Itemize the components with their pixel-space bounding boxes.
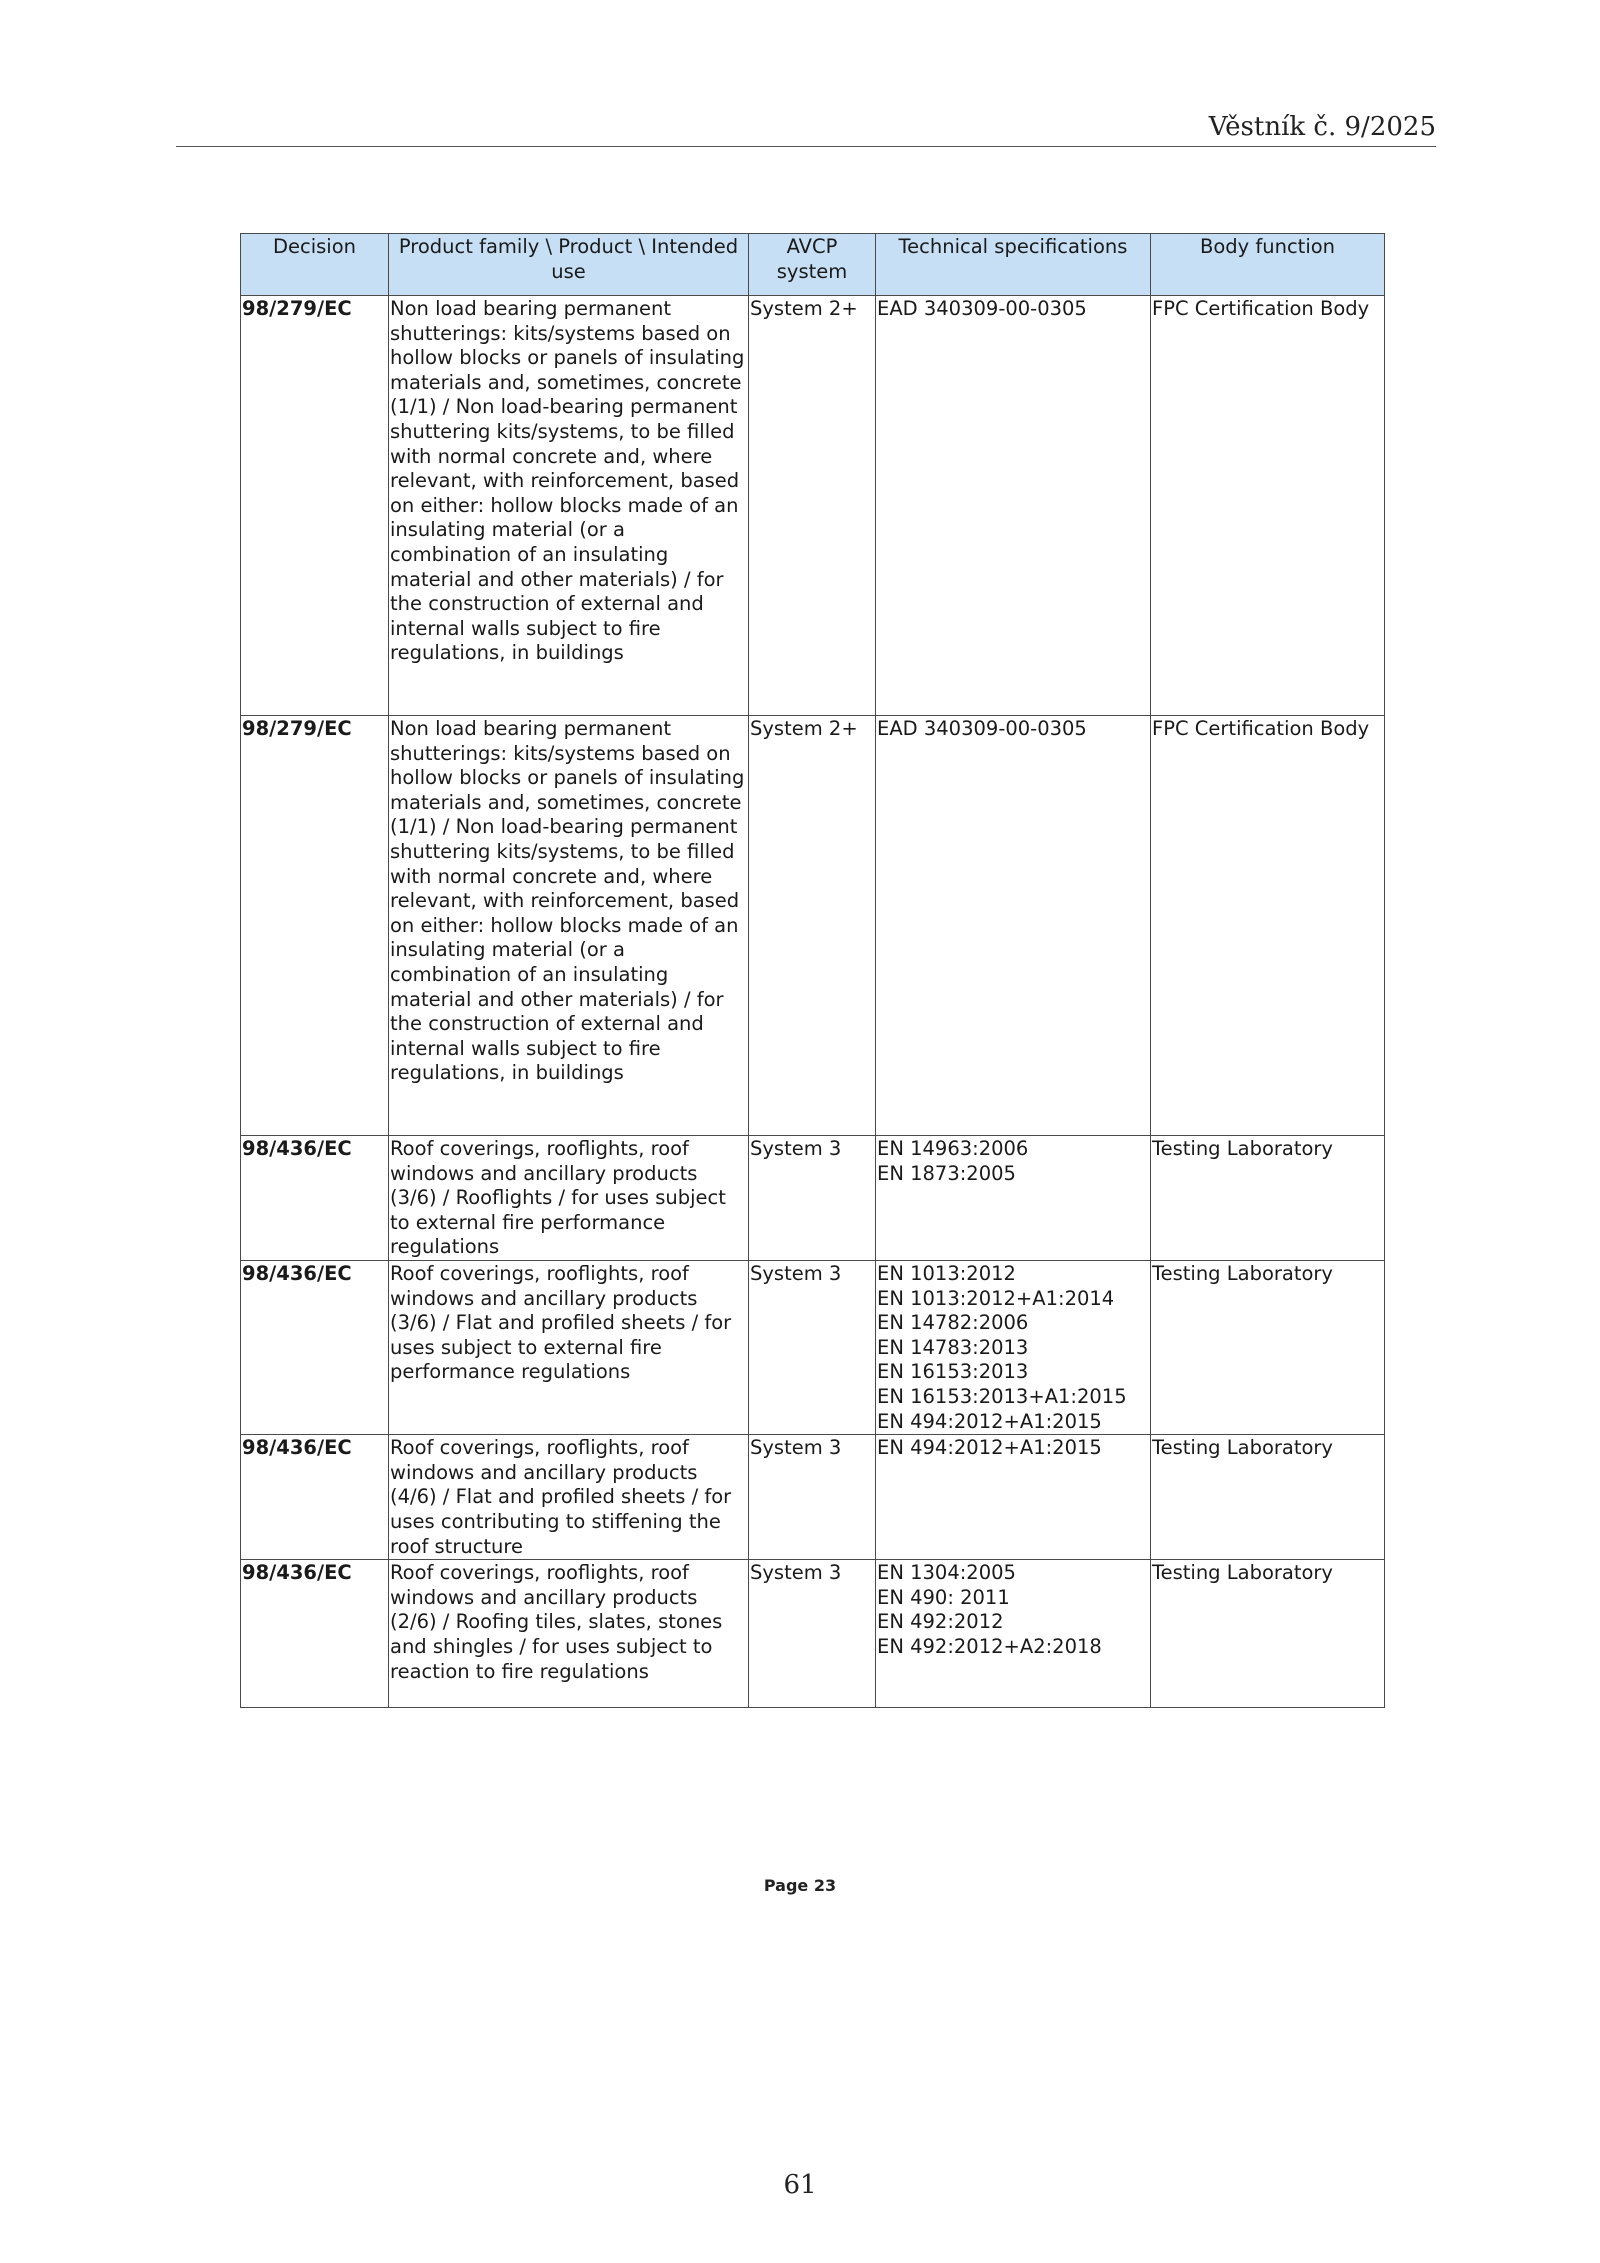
avcp-cell: System 2+ bbox=[749, 296, 876, 716]
techspec-cell: EN 494:2012+A1:2015 bbox=[876, 1435, 1151, 1560]
column-header-techspec: Technical specifications bbox=[876, 234, 1151, 296]
avcp-cell: System 2+ bbox=[749, 716, 876, 1136]
body-cell: Testing Laboratory bbox=[1151, 1261, 1385, 1435]
header-divider bbox=[176, 146, 1436, 147]
body-cell: Testing Laboratory bbox=[1151, 1136, 1385, 1261]
body-cell: FPC Certification Body bbox=[1151, 716, 1385, 1136]
techspec-cell: EAD 340309-00-0305 bbox=[876, 296, 1151, 716]
techspec-cell: EN 14963:2006 EN 1873:2005 bbox=[876, 1136, 1151, 1261]
product-cell: Non load bearing permanent shutterings: kits/systems based on hollow blocks or panels of insulating materials and, sometimes, concrete (1/1) / Non load-bearing permanent shuttering kits/systems, to be filled with normal concrete and, where relevant, with reinforcement, based on either: hollow blocks made of an insulating material (or a combination of an insulating material and other materials) / for the construction of external and internal walls subject to fire regulations, in buildings bbox=[389, 716, 749, 1136]
product-cell: Roof coverings, rooflights, roof windows and ancillary products (2/6) / Roofing tiles, slates, stones and shingles / for uses subject to reaction to fire regulations bbox=[389, 1560, 749, 1708]
techspec-cell: EN 1304:2005 EN 490: 2011 EN 492:2012 EN 492:2012+A2:2018 bbox=[876, 1560, 1151, 1708]
decision-cell: 98/279/EC bbox=[241, 296, 389, 716]
table-row bbox=[241, 1560, 1385, 1708]
product-cell: Roof coverings, rooflights, roof windows and ancillary products (3/6) / Flat and profiled sheets / for uses subject to external fire performance regulations bbox=[389, 1261, 749, 1435]
column-header-product: Product family \ Product \ Intended use bbox=[389, 234, 749, 296]
table-row bbox=[241, 1136, 1385, 1261]
table-row bbox=[241, 1435, 1385, 1560]
body-cell: FPC Certification Body bbox=[1151, 296, 1385, 716]
product-cell: Roof coverings, rooflights, roof windows and ancillary products (4/6) / Flat and profiled sheets / for uses contributing to stiffening the roof structure bbox=[389, 1435, 749, 1560]
decision-cell: 98/436/EC bbox=[241, 1435, 389, 1560]
body-cell: Testing Laboratory bbox=[1151, 1560, 1385, 1708]
decision-cell: 98/279/EC bbox=[241, 716, 389, 1136]
column-header-decision: Decision bbox=[241, 234, 389, 296]
avcp-cell: System 3 bbox=[749, 1560, 876, 1708]
table-row bbox=[241, 1261, 1385, 1435]
source-page-label: Page 23 bbox=[763, 1876, 837, 1895]
avcp-cell: System 3 bbox=[749, 1435, 876, 1560]
column-header-avcp: AVCP system bbox=[749, 234, 876, 296]
decision-cell: 98/436/EC bbox=[241, 1560, 389, 1708]
product-cell: Roof coverings, rooflights, roof windows and ancillary products (3/6) / Rooflights / for uses subject to external fire performance regulations bbox=[389, 1136, 749, 1261]
bulletin-title: Věstník č. 9/2025 bbox=[1208, 112, 1436, 142]
body-cell: Testing Laboratory bbox=[1151, 1435, 1385, 1560]
decision-cell: 98/436/EC bbox=[241, 1136, 389, 1261]
product-cell: Non load bearing permanent shutterings: kits/systems based on hollow blocks or panels of insulating materials and, sometimes, concrete (1/1) / Non load-bearing permanent shuttering kits/systems, to be filled with normal concrete and, where relevant, with reinforcement, based on either: hollow blocks made of an insulating material (or a combination of an insulating material and other materials) / for the construction of external and internal walls subject to fire regulations, in buildings bbox=[389, 296, 749, 716]
avcp-cell: System 3 bbox=[749, 1136, 876, 1261]
table-header-row bbox=[241, 234, 1385, 296]
techspec-cell: EAD 340309-00-0305 bbox=[876, 716, 1151, 1136]
decision-cell: 98/436/EC bbox=[241, 1261, 389, 1435]
table-row bbox=[241, 716, 1385, 1136]
avcp-cell: System 3 bbox=[749, 1261, 876, 1435]
column-header-body: Body function bbox=[1151, 234, 1385, 296]
page-number: 61 bbox=[783, 2170, 817, 2200]
techspec-cell: EN 1013:2012 EN 1013:2012+A1:2014 EN 14782:2006 EN 14783:2013 EN 16153:2013 EN 16153:2013+A1:2015 EN 494:2012+A1:2015 bbox=[876, 1261, 1151, 1435]
table-row bbox=[241, 296, 1385, 716]
specifications-table bbox=[240, 233, 1385, 1708]
